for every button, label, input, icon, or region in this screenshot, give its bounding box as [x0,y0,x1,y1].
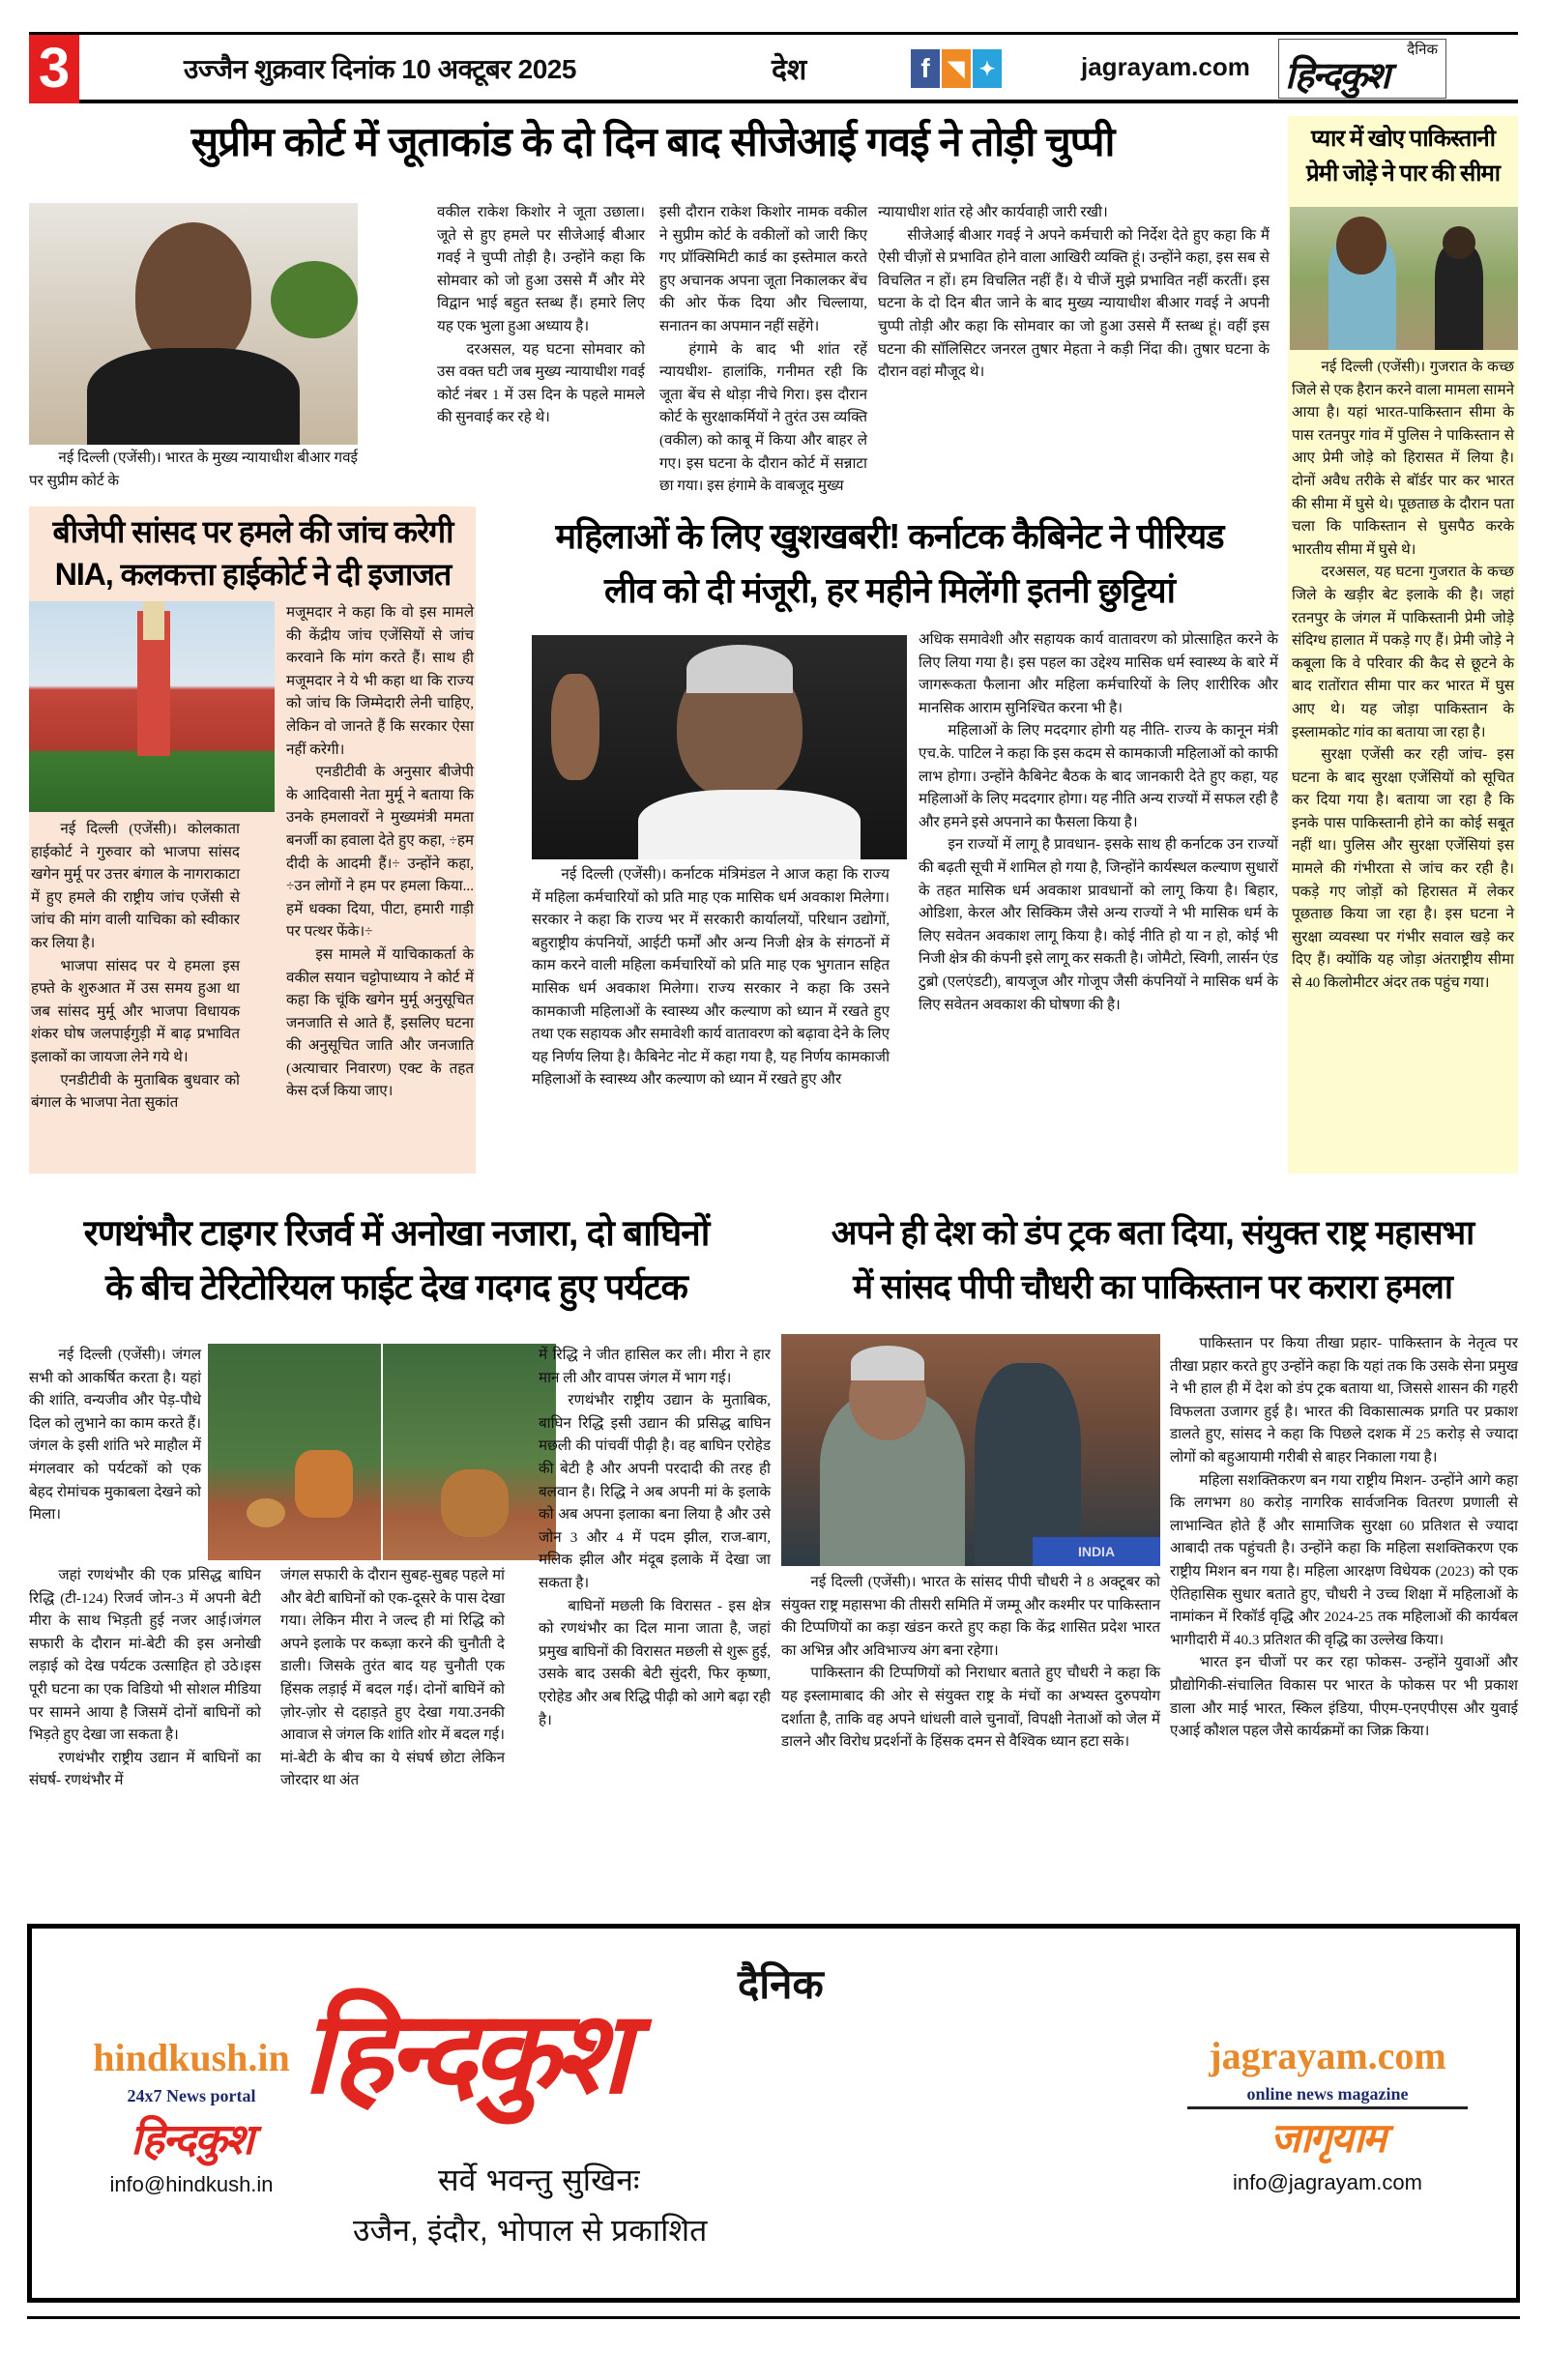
rss-icon[interactable]: ◥ [942,49,971,88]
story1-col2: वकील राकेश किशोर ने जूता उछाला। जूते से हुए हमले पर सीजेआई बीआर गवई ने चुप्पी तोड़ी है। उन्होंने कहा कि सोमवार को जो हुआ उससे मैं और मेरे विद्वान भाई बहुत स्तब्ध हैं। हमारे लिए यह एक भुला हुआ अध्याय है। दरअसल, यह घटना सोमवार को उस वक्त घटी जब मुख्य न्यायाधीश गवई कोर्ट नंबर 1 में उस दिन के पहले मामले की सुनवाई कर रहे थे। [437,204,645,426]
motto: सर्वे भवन्तु सुखिनः [438,2162,640,2198]
section-label: देश [772,53,807,87]
story2-image [29,601,275,812]
footer-center [274,1956,1144,2246]
jagrayam-site-link[interactable]: jagrayam.com [1209,2034,1446,2077]
bottom-rule [27,2316,1520,2319]
page-number: 3 [29,35,79,103]
story1-col4: न्यायाधीश शांत रहे और कार्यवाही जारी रखी। सीजेआई बीआर गवई ने अपने कर्मचारी को निर्देश देते हुए कहा कि मैं ऐसी चीज़ों से प्रभावित होने वाला आखिरी व्यक्ति हूं। उन्होंने कहा, इस सब से विचलित न हों। हम विचलित नहीं हैं। ये चीजें मुझे प्रभावित नहीं करतीं। इस घटना के दो दिन बीत जाने के बाद मुख्य न्यायाधीश बीआर गवई ने अपनी चुप्पी तोड़ी और कहा कि सोमवार का जो हुआ उससे मैं स्तब्ध हूं। वहीं इस घटना की सॉलिसिटर जनरल तुषार मेहता ने कड़ी निंदा की। तुषार घटना के दौरान वहां मौजूद थे। [878,204,1270,381]
story3-image [532,635,907,859]
story1-col3: इसी दौरान राकेश किशोर नामक वकील ने सुप्रीम कोर्ट के वकीलों को जारी किए गए प्रॉक्सिमिटी कार्ड का इस्तेमाल करते हुए अचानक अपना जूता निकालकर बेंच की ओर फेंक दिया और चिल्लाया, सनातन का अपमान नहीं सहेंगे। हंगामे के बाद भी शांत रहें न्यायधीश- हालांकि, गनीमत रही कि जूता बेंच से थोड़ा नीचे गिरा। इस दौरान कोर्ट के सुरक्षाकर्मियों ने तुरंत उस व्यक्ति (वकील) को काबू में किया और बाहर ले गए। इस घटना के दौरान कोर्ट में सन्नाटा छा गया। इस हंगामे के वाबजूद मुख्य [659,204,867,495]
masthead-logo [1278,39,1446,99]
footer-right [1187,2033,1468,2195]
footer-advertisement [27,1924,1520,2303]
story5-col1a: नई दिल्ली (एजेंसी)। जंगल सभी को आकर्षित करता है। यहां की शांति, वन्यजीव और पेड़-पौधे दिल को लुभाने का काम करते हैं।जंगल के इसी शांति भरे माहौल में मंगलवार को पर्यटकों को एक बेहद रोमांचक मुकाबला देखने को मिला। [29,1347,201,1524]
hindkush-tagline: 24x7 News portal [127,2086,256,2105]
hindkush-small-logo: हिन्दकुश [131,2115,252,2164]
story5-col3: में रिद्धि ने जीत हासिल कर ली। मीरा ने हार मान ली और वापस जंगल में भाग गई। रणथंभौर राष्ट्रीय उद्यान के मुताबिक, बाघिन रिद्धि इसी उद्यान की प्रसिद्ध बाघिन मछली की पांचवीं पीढ़ी है। वह बाघिन एरोहेड की बेटी है और अपनी परदादी की तरह ही बलवान है। रिद्धि ने अब अपनी मां के इलाके को अब अपना इलाका बना लिया है और उसे जोन 3 और 4 में पदम झील, राज-बाग, मलिक झील और मंदूब इलाके में देखा जा सकता है। बाघिनों मछली कि विरासत - इस क्षेत्र को रणथंभौर का दिल माना जाता है, जहां प्रमुख बाघिनों की विरासत मछली से शुरू हुई, उसके बाद उसकी बेटी सुंदरी, फिर कृष्णा, एरोहेड और अब रिद्धि पीढ़ी को आगे बढ़ा रही है। [539,1347,771,1728]
jagrayam-email[interactable]: info@jagrayam.com [1233,2170,1422,2194]
story1-image [29,203,358,445]
social-icons [911,49,1002,88]
hindkush-email[interactable]: info@hindkush.in [109,2172,274,2196]
story2-col2: मजूमदार ने कहा कि वो इस मामले की केंद्रीय जांच एजेंसियों से जांच करवाने कि मांग करते हैं। साथ ही मजूमदार ने ये भी कहा था कि राज्य को जांच कि जिम्मेदारी लेनी चाहिए, लेकिन वो जानते हैं कि सरकार ऐसा नहीं करेगी। एनडीटीवी के अनुसार बीजेपी के आदिवासी नेता मुर्मू ने बताया कि उनके हमलावरों ने मुख्यमंत्री ममता बनर्जी का हवाला देते हुए कहा, ÷हम दीदी के आदमी हैं।÷ उन्होंने कहा, ÷उन लोगों ने हम पर हमला किया... हमें धक्का दिया, पीटा, हमारी गाड़ी पर पत्थर फेंके।÷ इस मामले में याचिकाकर्ता के वकील सयान चट्टोपाध्याय ने कोर्ट में कहा कि चूंकि खगेन मुर्मू अनुसूचित जनजाति से आते हैं, इसलिए घटना की अनुसूचित जाति और जनजाति (अत्याचार निवारण) एक्ट के तहत केस दर्ज किया जाए। [286,604,474,1100]
facebook-icon[interactable]: f [911,49,940,88]
website-link[interactable]: jagrayam.com [1081,52,1250,81]
story3-headline: महिलाओं के लिए खुशखबरी! कर्नाटक कैबिनेट ने पीरियड लीव को दी मंजूरी, हर महीने मिलेंगी इतनी छुट्टियां [555,516,1224,610]
published-from: उजैन, इंदौर, भोपाल से प्रकाशित [353,2213,708,2248]
story6-image [781,1334,1160,1566]
story4-image [1290,207,1518,350]
story6-col1: नई दिल्ली (एजेंसी)। भारत के सांसद पीपी चौधरी ने 8 अक्टूबर को संयुक्त राष्ट्र महासभा की तीसरी समिति में जम्मू और कश्मीर पर पाकिस्तान की टिप्पणियों का कड़ा खंडन करते हुए कहा कि केंद्र शासित प्रदेश भारत का अभिन्न और अविभाज्य अंग बना रहेगा। पाकिस्तान की टिप्पणियों को निराधार बताते हुए चौधरी ने कहा कि यह इस्लामाबाद की ओर से संयुक्त राष्ट्र के मंचों का अभ्यस्त दुरुपयोग दर्शाता है, ताकि वह अपने धांधली वाले चुनावों, विपक्षी नेताओं को जेल में डालने और विरोध प्रदर्शनों के हिंसक दमन से वैश्विक ध्यान हटा सके। [781,1574,1160,1751]
twitter-icon[interactable]: ✦ [973,49,1002,88]
story3-col1: नई दिल्ली (एजेंसी)। कर्नाटक मंत्रिमंडल ने आज कहा कि राज्य में महिला कर्मचारियों को प्रति माह एक मासिक धर्म अवकाश मिलेगा। सरकार ने कहा कि राज्य भर में सरकारी कार्यालयों, परिधान उद्योगों, बहुराष्ट्रीय कंपनियों, आईटी फर्मों और अन्य निजी क्षेत्र के संगठनों में काम करने वाली महिला कर्मचारियों को प्रति माह एक भुगतान सहित मासिक धर्म अवकाश मिलेगा। राज्य सरकार ने कहा कि उसने कामकाजी महिलाओं के स्वास्थ्य और कल्याण को ध्यान में रखते हुए तथा एक सहायक और समावेशी कार्य वातावरण को बढ़ावा देने के लिए यह निर्णय लिया है। कैबिनेट नोट में कहा गया है, यह निर्णय कामकाजी महिलाओं के स्वास्थ्य और कल्याण को ध्यान में रखते हुए और [532,866,890,1088]
story2-headline: बीजेपी सांसद पर हमले की जांच करेगी NIA, कलकत्ता हाईकोर्ट ने दी इजाजत [52,514,453,592]
footer-left [80,2035,303,2197]
story5-headline: रणथंभौर टाइगर रिजर्व में अनोखा नजारा, दो बाघिनों के बीच टेरिटोरियल फाईट देख गदगद हुए पर्यटक [83,1213,710,1307]
story6-col2: पाकिस्तान पर किया तीखा प्रहार- पाकिस्तान के नेतृत्व पर तीखा प्रहार करते हुए उन्होंने कहा कि यहां तक कि उसके सेना प्रमुख ने भी हाल ही में देश को डंप ट्रक बताया था, जिससे शासन की गहरी विफलता उजागर हुई है। भारत की विकासात्मक प्रगति पर प्रकाश डालते हुए, सांसद ने कहा कि पिछले दशक में 25 करोड़ से ज्यादा लोगों को बहुआयामी गरीबी से बाहर निकाला गया है। महिला सशक्तिकरण बन गया राष्ट्रीय मिशन- उन्होंने आगे कहा कि लगभग 80 करोड़ नागरिक सार्वजनिक वितरण प्रणाली से लाभान्वित होते हैं और सामाजिक सुरक्षा 60 प्रतिशत से ज्यादा आबादी तक पहुंचती है। उन्होंने कहा कि महिला सशक्तिकरण एक राष्ट्रीय मिशन बन गया है। महिला आरक्षण विधेयक (2023) को एक ऐतिहासिक सुधार बताते हुए, चौधरी ने उच्च शिक्षा में महिलाओं के नामांकन में रिकॉर्ड वृद्धि और 2024-25 तक महिलाओं की कार्यबल भागीदारी में 40.3 प्रतिशत की वृद्धि का उल्लेख किया। भारत इन चीजों पर कर रहा फोकस- उन्होंने युवाओं और प्रौद्योगिकी-संचालित विकास पर भारत के फोकस पर भी प्रकाश डाला और माई भारत, स्किल इंडिया, पीएम-एनएपीएस और युवाई एआई कौशल पहल जैसे कार्यक्रमों का जिक्र किया। [1170,1335,1518,1740]
center-logo: हिन्दकुश [303,1986,626,2119]
logo-name: हिन्दकुश [1285,54,1388,97]
jagrayam-logo: जागृयाम [1187,2106,1468,2164]
hindkush-site-link[interactable]: hindkush.in [93,2036,290,2079]
story4-col1: नई दिल्ली (एजेंसी)। गुजरात के कच्छ जिले से एक हैरान करने वाला मामला सामने आया है। यहां भारत-पाकिस्तान सीमा के पास रतनपुर गांव में पुलिस ने पाकिस्तान से आए प्रेमी जोड़े को हिरासत में लिया है। दोनों अवैध तरीके से बॉर्डर पार कर भारत की सीमा में घुसे थे। पूछताछ के दौरान पता चला कि पाकिस्तान से घुसपैठ करके भारतीय सीमा में घुसे थे। दरअसल, यह घटना गुजरात के कच्छ जिले के खड़ीर बेट इलाके की है। जहां रतनपुर के जंगल में पाकिस्तानी प्रेमी जोड़े संदिग्ध हालात में पकड़े गए हैं। प्रेमी जोड़े ने कबूला कि वे परिवार की कैद से छूटने के बाद रातोंरात सीमा पार कर भारत में घुस आए थे। यह जोड़ा पाकिस्तान के इस्लामकोट गांव का बताया जा रहा है। सुरक्षा एजेंसी कर रही जांच- इस घटना के बाद सुरक्षा एजेंसियों को सूचित कर दिया गया है। बताया जा रहा है कि इनके पास पाकिस्तानी होने का कोई सबूत नहीं था। पुलिस और सुरक्षा एजेंसियां इस मामले की गंभीरता से जांच कर रही है। पकड़े गए जोड़ों को हिरासत में लेकर पूछताछ किया जा रहा है। इस घटना ने सुरक्षा व्यवस्था पर गंभीर सवाल खड़े कर दिए हैं। क्योंकि यह जोड़ा अंतराष्ट्रीय सीमा से 40 किलोमीटर अंदर तक पहुंच गया। [1292,359,1514,992]
story2-col1: नई दिल्ली (एजेंसी)। कोलकाता हाईकोर्ट ने गुरुवार को भाजपा सांसद खगेन मुर्मू पर उत्तर बंगाल के नागराकाटा में हुए हमले की राष्ट्रीय जांच एजेंसी से जांच की मांग वाली याचिका को स्वीकार कर लिया है। भाजपा सांसद पर ये हमला इस हफ्ते के शुरुआत में उस समय हुआ था जब सांसद मुर्मू और भाजपा विधायक शंकर घोष जलपाईगुड़ी में बाढ़ प्रभावित इलाकों का जायजा लेने गये थे। एनडीटीवी के मुताबिक बुधवार को बंगाल के भाजपा नेता सुकांत [31,821,240,1112]
story5-image [208,1344,556,1560]
story5-col1b: जहां रणथंभौर की एक प्रसिद्ध बाघिन रिद्धि (टी-124) रिजर्व जोन-3 में अपनी बेटी मीरा के साथ भिड़ती हुई नजर आई।जंगल सफारी के दौरान मां-बेटी की इस अनोखी लड़ाई को देख पर्यटक उत्साहित हो उठे।इस पूरी घटना का एक विडियो भी सोशल मीडिया पर सामने आया है जिसमें दोनों बाघिनों को भिड़ते हुए देखा जा सकता है। रणथंभौर राष्ट्रीय उद्यान में बाघिनों का संघर्ष- रणथंभौर में [29,1567,261,1789]
jagrayam-tagline: online news magazine [1246,2084,1409,2104]
story1-headline: सुप्रीम कोर्ट में जूताकांड के दो दिन बाद सीजेआई गवई ने तोड़ी चुप्पी [190,119,1115,164]
story6-headline: अपने ही देश को डंप ट्रक बता दिया, संयुक्त राष्ट्र महासभा में सांसद पीपी चौधरी का पाकिस्तान पर करारा हमला [831,1214,1474,1306]
story4-headline: प्यार में खोए पाकिस्तानी प्रेमी जोड़े ने पार की सीमा [1305,126,1501,187]
page-header [29,32,1518,103]
story3-col2: अधिक समावेशी और सहायक कार्य वातावरण को प्रोत्साहित करने के लिए लिया गया है। इस पहल का उद्देश्य मासिक धर्म स्वास्थ्य के बारे में जागरूकता फैलाना और महिला कर्मचारियों के लिए शारीरिक और मानसिक आराम सुनिश्चित करना भी है। महिलाओं के लिए मददगार होगी यह नीति- राज्य के कानून मंत्री एच.के. पाटिल ने कहा कि इस कदम से कामकाजी महिलाओं को काफी लाभ होगा। उन्होंने कैबिनेट बैठक के बाद जानकारी देते हुए कहा, यह महिलाओं के लिए मददगार होगा। यह नीति अन्य राज्यों में सफल रही है और हमने इसे अपनाने का फैसला किया है। इन राज्यों में लागू है प्रावधान- इसके साथ ही कर्नाटक उन राज्यों की बढ़ती सूची में शामिल हो गया है, जिन्होंने कार्यस्थल कल्याण सुधारों के तहत मासिक धर्म अवकाश प्रावधानों को लागू किया है। बिहार, ओडिशा, केरल और सिक्किम जैसे अन्य राज्यों ने भी मासिक धर्म के लिए सवेतन अवकाश लागू किया है। कोई नीति हो या न हो, कोई भी निजी क्षेत्र की कंपनी इसे लागू कर सकती है। जोमैटो, स्विगी, लार्सन एंड टुब्रो (एलएंडटी), बायजूज और गोजूप जैसी कंपनियों ने मासिक धर्म के लिए सवेतन अवकाश की घोषणा की है। [919,631,1278,1013]
story5-col2: जंगल सफारी के दौरान सुबह-सुबह पहले मां और बेटी बाघिनों को एक-दूसरे के पास देखा गया। लेकिन मीरा ने जल्द ही मां रिद्धि को अपने इलाके पर कब्ज़ा करने की चुनौती दे डाली। जिसके तुरंत बाद यह चुनौती एक हिंसक लड़ाई में बदल गई। दोनों बाघिनें को ज़ोर-ज़ोर से दहाड़ते हुए देखा गया.उनकी आवाज से जंगल कि शांति शोर में बदल गई। मां-बेटी के बीच का ये संघर्ष छोटा लेकिन जोरदार था अंत [280,1567,505,1789]
center-logo-prefix: दैनिक [738,1960,824,2008]
dateline: उज्जैन शुक्रवार दिनांक 10 अक्टूबर 2025 [184,54,576,84]
story1-col1: नई दिल्ली (एजेंसी)। भारत के मुख्य न्यायाधीश बीआर गवई पर सुप्रीम कोर्ट के [29,450,358,489]
country-placard: INDIA [1033,1537,1160,1566]
logo-prefix: दैनिक [1407,41,1438,58]
